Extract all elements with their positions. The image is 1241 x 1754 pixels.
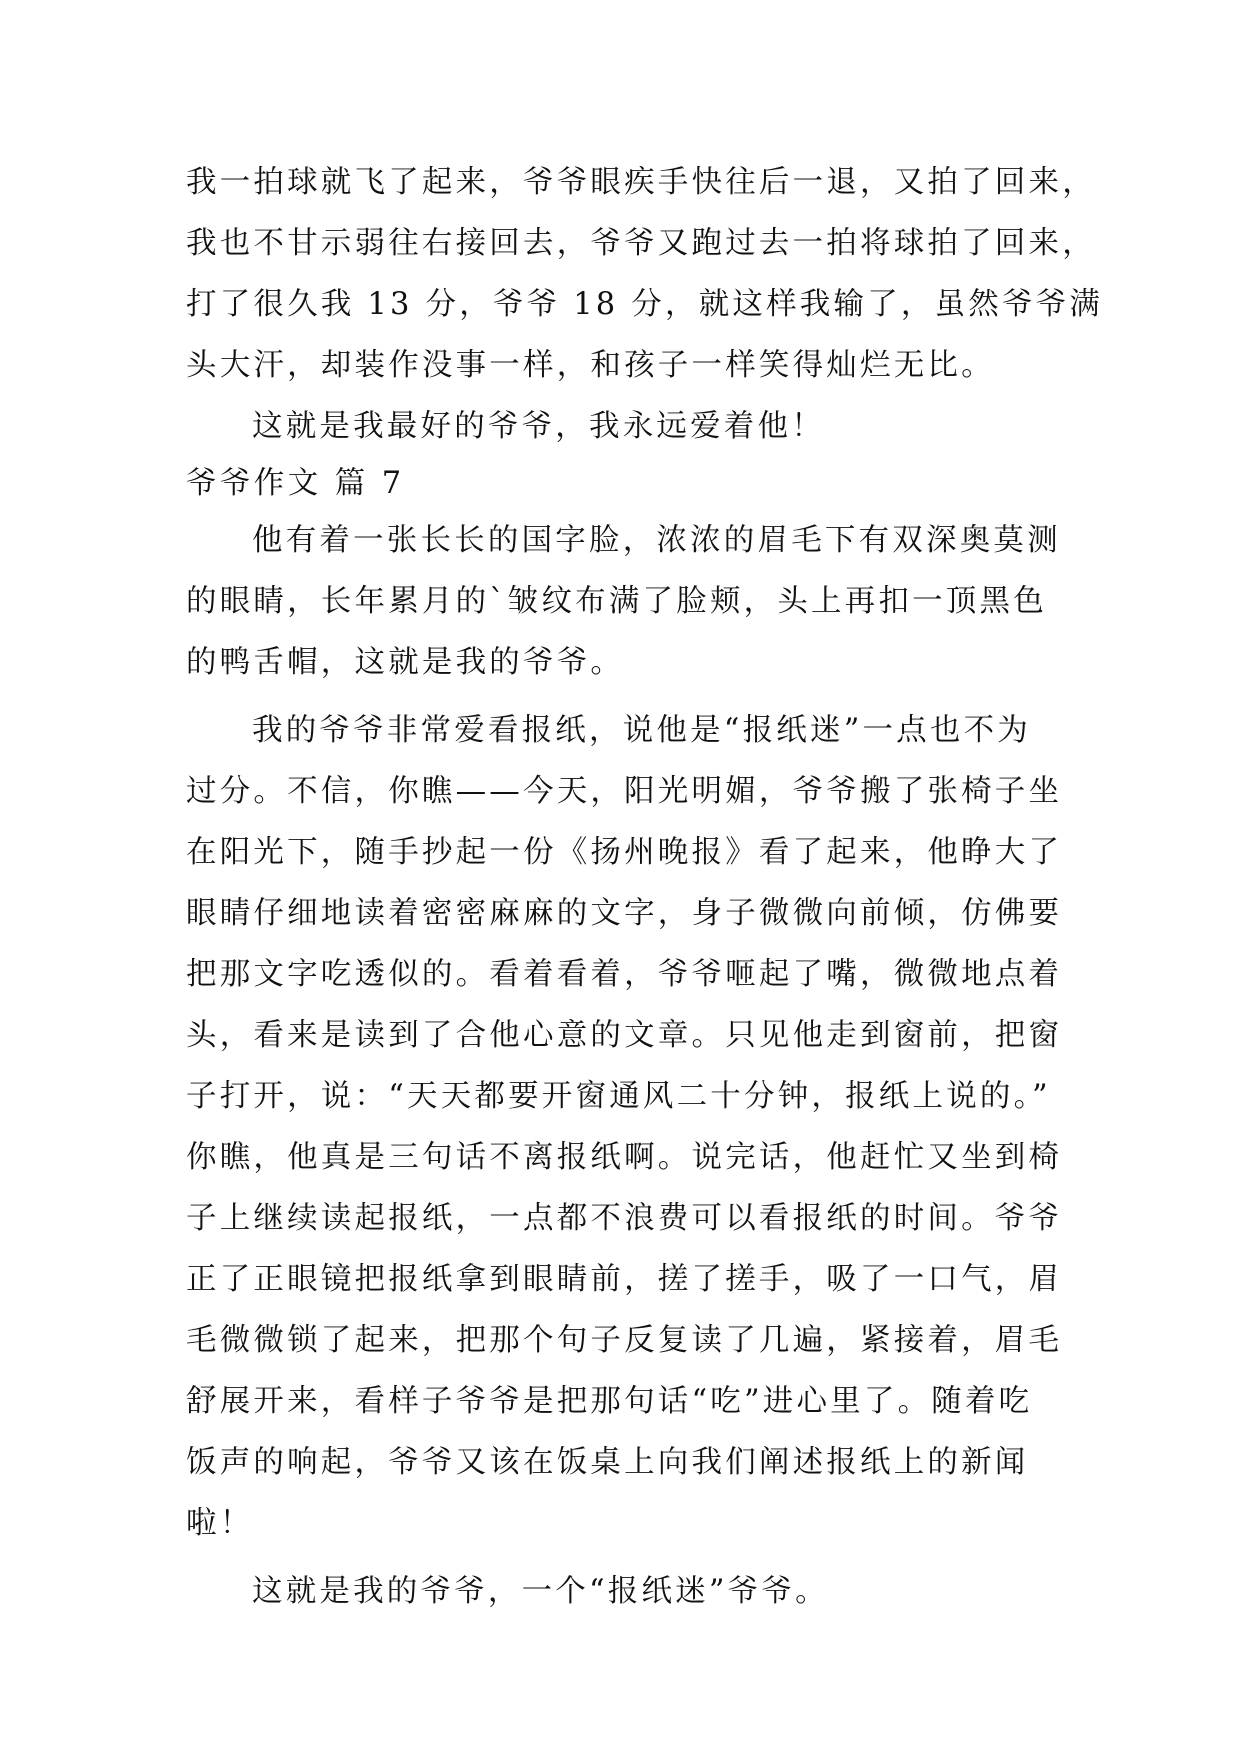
text-line: 我也不甘示弱往右接回去，爷爷又跑过去一拍将球拍了回来，: [186, 226, 1096, 261]
text-line: 把那文字吃透似的。看着看着，爷爷咂起了嘴，微微地点着: [186, 957, 1063, 992]
text-line: 头大汗，却装作没事一样，和孩子一样笑得灿烂无比。: [186, 348, 995, 383]
text-line: 舒展开来，看样子爷爷是把那句话“吃”进心里了。随着吃: [186, 1384, 1033, 1419]
closing-sentence: 这就是我最好的爷爷，我永远爱着他！: [252, 409, 825, 444]
text-line: 的鸭舌帽，这就是我的爷爷。: [186, 645, 625, 680]
text-line: 这就是我的爷爷，一个“报纸迷”爷爷。: [252, 1574, 829, 1609]
text-line: 毛微微锁了起来，把那个句子反复读了几遍，紧接着，眉毛: [186, 1323, 1063, 1358]
text-line: 打了很久我 13 分，爷爷 18 分，就这样我输了，虽然爷爷满: [186, 287, 1104, 322]
text-line: 子上继续读起报纸，一点都不浪费可以看报纸的时间。爷爷: [186, 1201, 1063, 1236]
text-line: 正了正眼镜把报纸拿到眼睛前，搓了搓手，吸了一口气，眉: [186, 1262, 1063, 1297]
text-line: 子打开，说：“天天都要开窗通风二十分钟，报纸上说的。”: [186, 1079, 1051, 1114]
text-line: 我的爷爷非常爱看报纸，说他是“报纸迷”一点也不为: [252, 713, 1031, 748]
section-heading: 爷爷作文 篇 7: [186, 466, 405, 501]
text-line: 在阳光下，随手抄起一份《扬州晚报》看了起来，他睁大了: [186, 835, 1063, 870]
text-line: 你瞧，他真是三句话不离报纸啊。说完话，他赶忙又坐到椅: [186, 1140, 1063, 1175]
text-line: 眼睛仔细地读着密密麻麻的文字，身子微微向前倾，仿佛要: [186, 896, 1063, 931]
text-line: 他有着一张长长的国字脸，浓浓的眉毛下有双深奥莫测: [252, 523, 1061, 558]
text-line: 过分。不信，你瞧——今天，阳光明媚，爷爷搬了张椅子坐: [186, 774, 1063, 809]
text-line: 的眼睛，长年累月的`皱纹布满了脸颊，头上再扣一顶黑色: [186, 584, 1047, 619]
text-line: 饭声的响起，爷爷又该在饭桌上向我们阐述报纸上的新闻: [186, 1445, 1029, 1480]
text-line: 头，看来是读到了合他心意的文章。只见他走到窗前，把窗: [186, 1018, 1063, 1053]
text-line: 我一拍球就飞了起来，爷爷眼疾手快往后一退，又拍了回来，: [186, 165, 1096, 200]
text-line: 啦！: [186, 1506, 254, 1541]
